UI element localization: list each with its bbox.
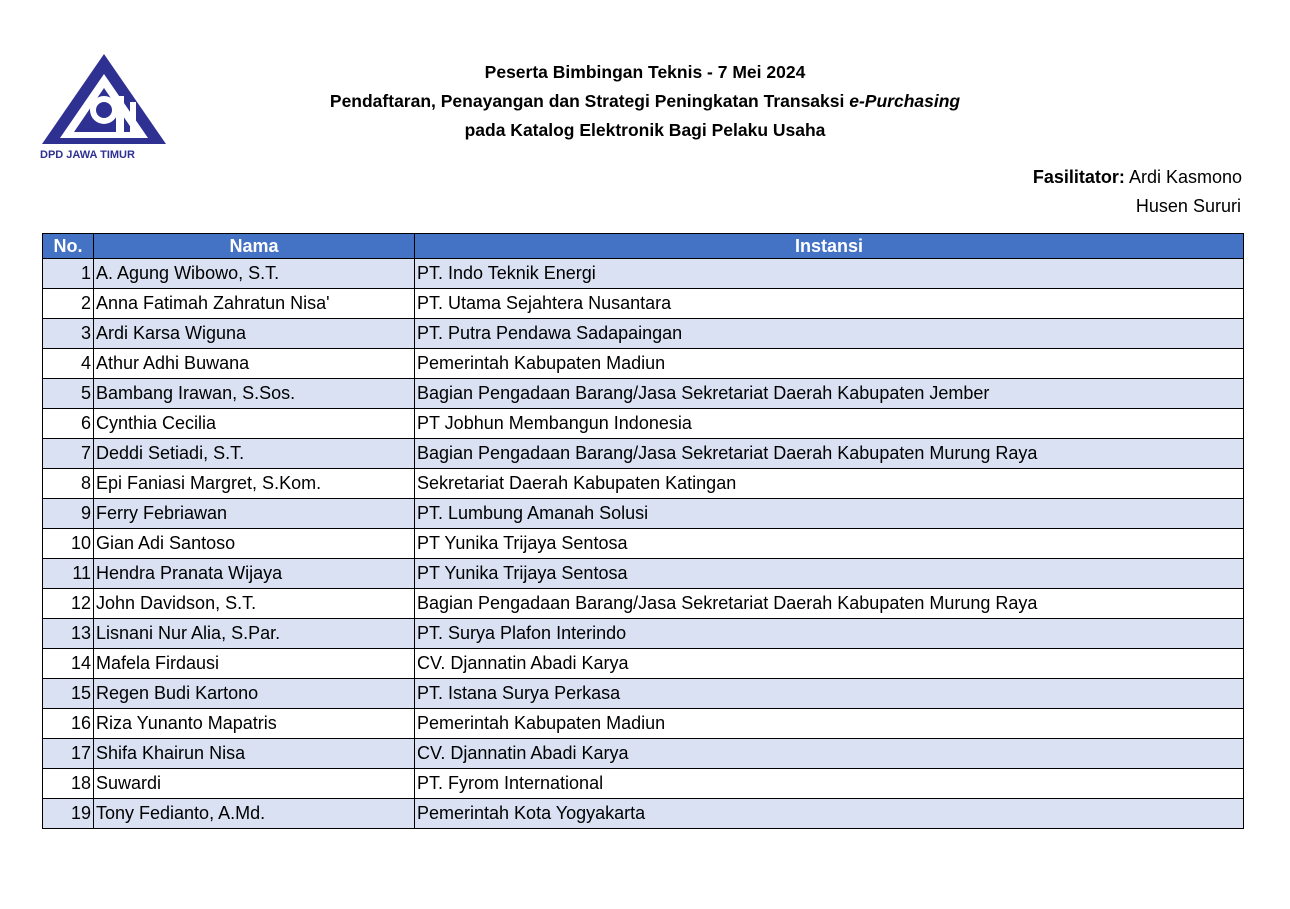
- cell-nama: Riza Yunanto Mapatris: [94, 709, 415, 739]
- cell-no: 6: [43, 409, 94, 439]
- cell-nama: Anna Fatimah Zahratun Nisa': [94, 289, 415, 319]
- table-row: [43, 589, 1244, 619]
- cell-instansi: PT Yunika Trijaya Sentosa: [415, 529, 1244, 559]
- cell-nama: Regen Budi Kartono: [94, 679, 415, 709]
- title-line-2-text: Pendaftaran, Penayangan dan Strategi Peningkatan Transaksi: [329, 91, 850, 111]
- table-row: [43, 739, 1244, 769]
- cell-instansi: Sekretariat Daerah Kabupaten Katingan: [415, 469, 1244, 499]
- cell-nama: Ardi Karsa Wiguna: [94, 319, 415, 349]
- table-row: [43, 649, 1244, 679]
- header-nama: Nama: [94, 234, 415, 259]
- cell-instansi: Pemerintah Kabupaten Madiun: [415, 709, 1244, 739]
- cell-nama: Suwardi: [94, 769, 415, 799]
- cell-no: 14: [43, 649, 94, 679]
- cell-instansi: PT Jobhun Membangun Indonesia: [415, 409, 1244, 439]
- cell-no: 18: [43, 769, 94, 799]
- cell-instansi: Pemerintah Kota Yogyakarta: [415, 799, 1244, 829]
- facilitator-label: Fasilitator:: [1032, 167, 1125, 187]
- table-row: [43, 709, 1244, 739]
- logo-caption: DPD JAWA TIMUR: [40, 149, 135, 161]
- cell-no: 4: [43, 349, 94, 379]
- title-line-3: pada Katalog Elektronik Bagi Pelaku Usaha: [464, 120, 826, 140]
- cell-no: 12: [43, 589, 94, 619]
- cell-no: 7: [43, 439, 94, 469]
- table-row: [43, 319, 1244, 349]
- facilitator-name-2: Husen Sururi: [1135, 196, 1241, 216]
- title-line-1: Peserta Bimbingan Teknis - 7 Mei 2024: [484, 62, 806, 82]
- table-row: [43, 619, 1244, 649]
- participant-table: [42, 233, 1244, 829]
- cell-no: 2: [43, 289, 94, 319]
- facilitator-block: [1033, 163, 1242, 221]
- cell-instansi: PT. Lumbung Amanah Solusi: [415, 499, 1244, 529]
- table-row: [43, 259, 1244, 289]
- table-row: [43, 469, 1244, 499]
- cell-instansi: PT. Surya Plafon Interindo: [415, 619, 1244, 649]
- table-row: [43, 379, 1244, 409]
- header-instansi: Instansi: [415, 234, 1244, 259]
- cell-nama: Lisnani Nur Alia, S.Par.: [94, 619, 415, 649]
- cell-nama: John Davidson, S.T.: [94, 589, 415, 619]
- cell-instansi: Bagian Pengadaan Barang/Jasa Sekretariat Daerah Kabupaten Jember: [415, 379, 1244, 409]
- cell-no: 1: [43, 259, 94, 289]
- cell-no: 5: [43, 379, 94, 409]
- table-row: [43, 769, 1244, 799]
- cell-instansi: Bagian Pengadaan Barang/Jasa Sekretariat Daerah Kabupaten Murung Raya: [415, 589, 1244, 619]
- cell-no: 16: [43, 709, 94, 739]
- cell-nama: Cynthia Cecilia: [94, 409, 415, 439]
- title-line-2: [250, 87, 1040, 116]
- cell-instansi: Pemerintah Kabupaten Madiun: [415, 349, 1244, 379]
- cell-instansi: PT. Putra Pendawa Sadapaingan: [415, 319, 1244, 349]
- header-no: No.: [43, 234, 94, 259]
- cell-instansi: PT Yunika Trijaya Sentosa: [415, 559, 1244, 589]
- table-row: [43, 439, 1244, 469]
- table-row: [43, 349, 1244, 379]
- cell-no: 17: [43, 739, 94, 769]
- cell-instansi: PT. Istana Surya Perkasa: [415, 679, 1244, 709]
- table-row: [43, 529, 1244, 559]
- cell-no: 13: [43, 619, 94, 649]
- table-row: [43, 499, 1244, 529]
- cell-nama: Mafela Firdausi: [94, 649, 415, 679]
- facilitator-name-1: Ardi Kasmono: [1128, 167, 1242, 187]
- cell-instansi: PT. Indo Teknik Energi: [415, 259, 1244, 289]
- cell-nama: Gian Adi Santoso: [94, 529, 415, 559]
- table-row: [43, 409, 1244, 439]
- cell-instansi: Bagian Pengadaan Barang/Jasa Sekretariat Daerah Kabupaten Murung Raya: [415, 439, 1244, 469]
- cell-nama: Athur Adhi Buwana: [94, 349, 415, 379]
- logo-mark-icon: [38, 52, 170, 162]
- cell-instansi: PT. Utama Sejahtera Nusantara: [415, 289, 1244, 319]
- iapi-logo: [38, 52, 170, 162]
- cell-nama: Ferry Febriawan: [94, 499, 415, 529]
- cell-no: 3: [43, 319, 94, 349]
- cell-instansi: CV. Djannatin Abadi Karya: [415, 649, 1244, 679]
- cell-instansi: CV. Djannatin Abadi Karya: [415, 739, 1244, 769]
- cell-no: 19: [43, 799, 94, 829]
- cell-no: 9: [43, 499, 94, 529]
- cell-no: 15: [43, 679, 94, 709]
- cell-nama: Bambang Irawan, S.Sos.: [94, 379, 415, 409]
- cell-nama: Tony Fedianto, A.Md.: [94, 799, 415, 829]
- cell-nama: Deddi Setiadi, S.T.: [94, 439, 415, 469]
- title-line-2-italic: e-Purchasing: [849, 91, 961, 111]
- cell-no: 8: [43, 469, 94, 499]
- table-header-row: [43, 234, 1244, 259]
- cell-nama: Epi Faniasi Margret, S.Kom.: [94, 469, 415, 499]
- cell-no: 11: [43, 559, 94, 589]
- table-row: [43, 559, 1244, 589]
- cell-instansi: PT. Fyrom International: [415, 769, 1244, 799]
- table-row: [43, 289, 1244, 319]
- document-title: [250, 58, 1040, 145]
- cell-no: 10: [43, 529, 94, 559]
- cell-nama: A. Agung Wibowo, S.T.: [94, 259, 415, 289]
- table-row: [43, 679, 1244, 709]
- cell-nama: Hendra Pranata Wijaya: [94, 559, 415, 589]
- cell-nama: Shifa Khairun Nisa: [94, 739, 415, 769]
- table-row: [43, 799, 1244, 829]
